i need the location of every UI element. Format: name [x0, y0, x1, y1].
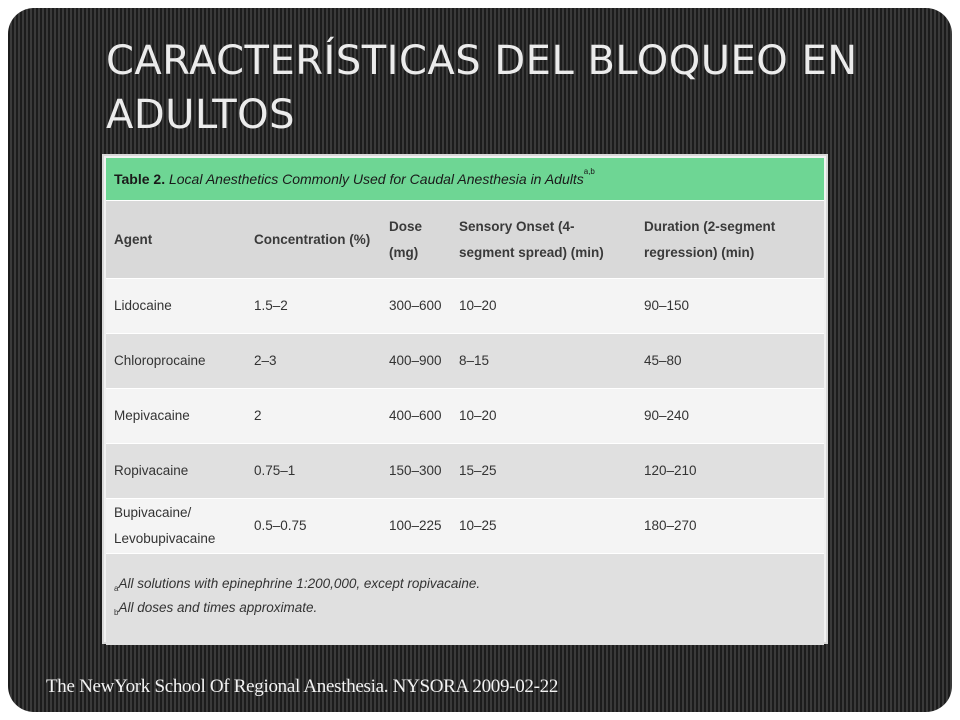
cell-concentration: 0.75–1 — [246, 444, 381, 499]
source-citation: The NewYork School Of Regional Anesthesia. NYSORA 2009-02-22 — [46, 676, 559, 697]
table-row — [106, 279, 824, 334]
table-header-row — [106, 201, 824, 279]
table-container — [106, 158, 824, 640]
table-footnotes — [106, 553, 824, 645]
cell-dose: 400–900 — [381, 334, 451, 389]
cell-dose: 100–225 — [381, 499, 451, 554]
cell-onset: 15–25 — [451, 444, 636, 499]
footnote-text: All solutions with epinephrine 1:200,000, except ropivacaine. — [118, 576, 481, 591]
table-row — [106, 499, 824, 554]
table-row — [106, 334, 824, 389]
cell-duration: 120–210 — [636, 444, 824, 499]
table-row — [106, 444, 824, 499]
cell-concentration: 2–3 — [246, 334, 381, 389]
cell-dose: 300–600 — [381, 279, 451, 334]
footnote-mark: a — [114, 584, 119, 593]
cell-agent: Bupivacaine/ Levobupivacaine — [106, 499, 246, 554]
table-caption — [106, 158, 824, 201]
footnote — [114, 596, 816, 620]
cell-duration: 180–270 — [636, 499, 824, 554]
slide-title: CARACTERÍSTICAS DEL BLOQUEO EN ADULTOS — [106, 38, 858, 138]
footnote-text: All doses and times approximate. — [118, 600, 318, 615]
header-dose: Dose (mg) — [381, 201, 451, 279]
footnote-mark: b — [114, 608, 119, 617]
cell-concentration: 0.5–0.75 — [246, 499, 381, 554]
cell-dose: 150–300 — [381, 444, 451, 499]
cell-onset: 8–15 — [451, 334, 636, 389]
header-sensory-onset: Sensory Onset (4-segment spread) (min) — [451, 201, 636, 279]
cell-concentration: 2 — [246, 389, 381, 444]
cell-duration: 90–240 — [636, 389, 824, 444]
table-row — [106, 389, 824, 444]
anesthetics-table — [106, 201, 824, 553]
cell-onset: 10–25 — [451, 499, 636, 554]
header-concentration: Concentration (%) — [246, 201, 381, 279]
caption-superscript: a,b — [583, 167, 595, 176]
footnote — [114, 572, 816, 596]
caption-text: Local Anesthetics Commonly Used for Caudal Anesthesia in Adults — [168, 171, 584, 187]
cell-onset: 10–20 — [451, 389, 636, 444]
cell-concentration: 1.5–2 — [246, 279, 381, 334]
caption-label: Table 2. — [114, 171, 166, 187]
cell-agent: Chloroprocaine — [106, 334, 246, 389]
table-image — [102, 154, 828, 644]
header-agent: Agent — [106, 201, 246, 279]
cell-agent: Lidocaine — [106, 279, 246, 334]
slide — [8, 8, 952, 712]
cell-agent: Ropivacaine — [106, 444, 246, 499]
cell-duration: 45–80 — [636, 334, 824, 389]
cell-dose: 400–600 — [381, 389, 451, 444]
header-duration: Duration (2-segment regression) (min) — [636, 201, 824, 279]
cell-onset: 10–20 — [451, 279, 636, 334]
cell-duration: 90–150 — [636, 279, 824, 334]
cell-agent: Mepivacaine — [106, 389, 246, 444]
